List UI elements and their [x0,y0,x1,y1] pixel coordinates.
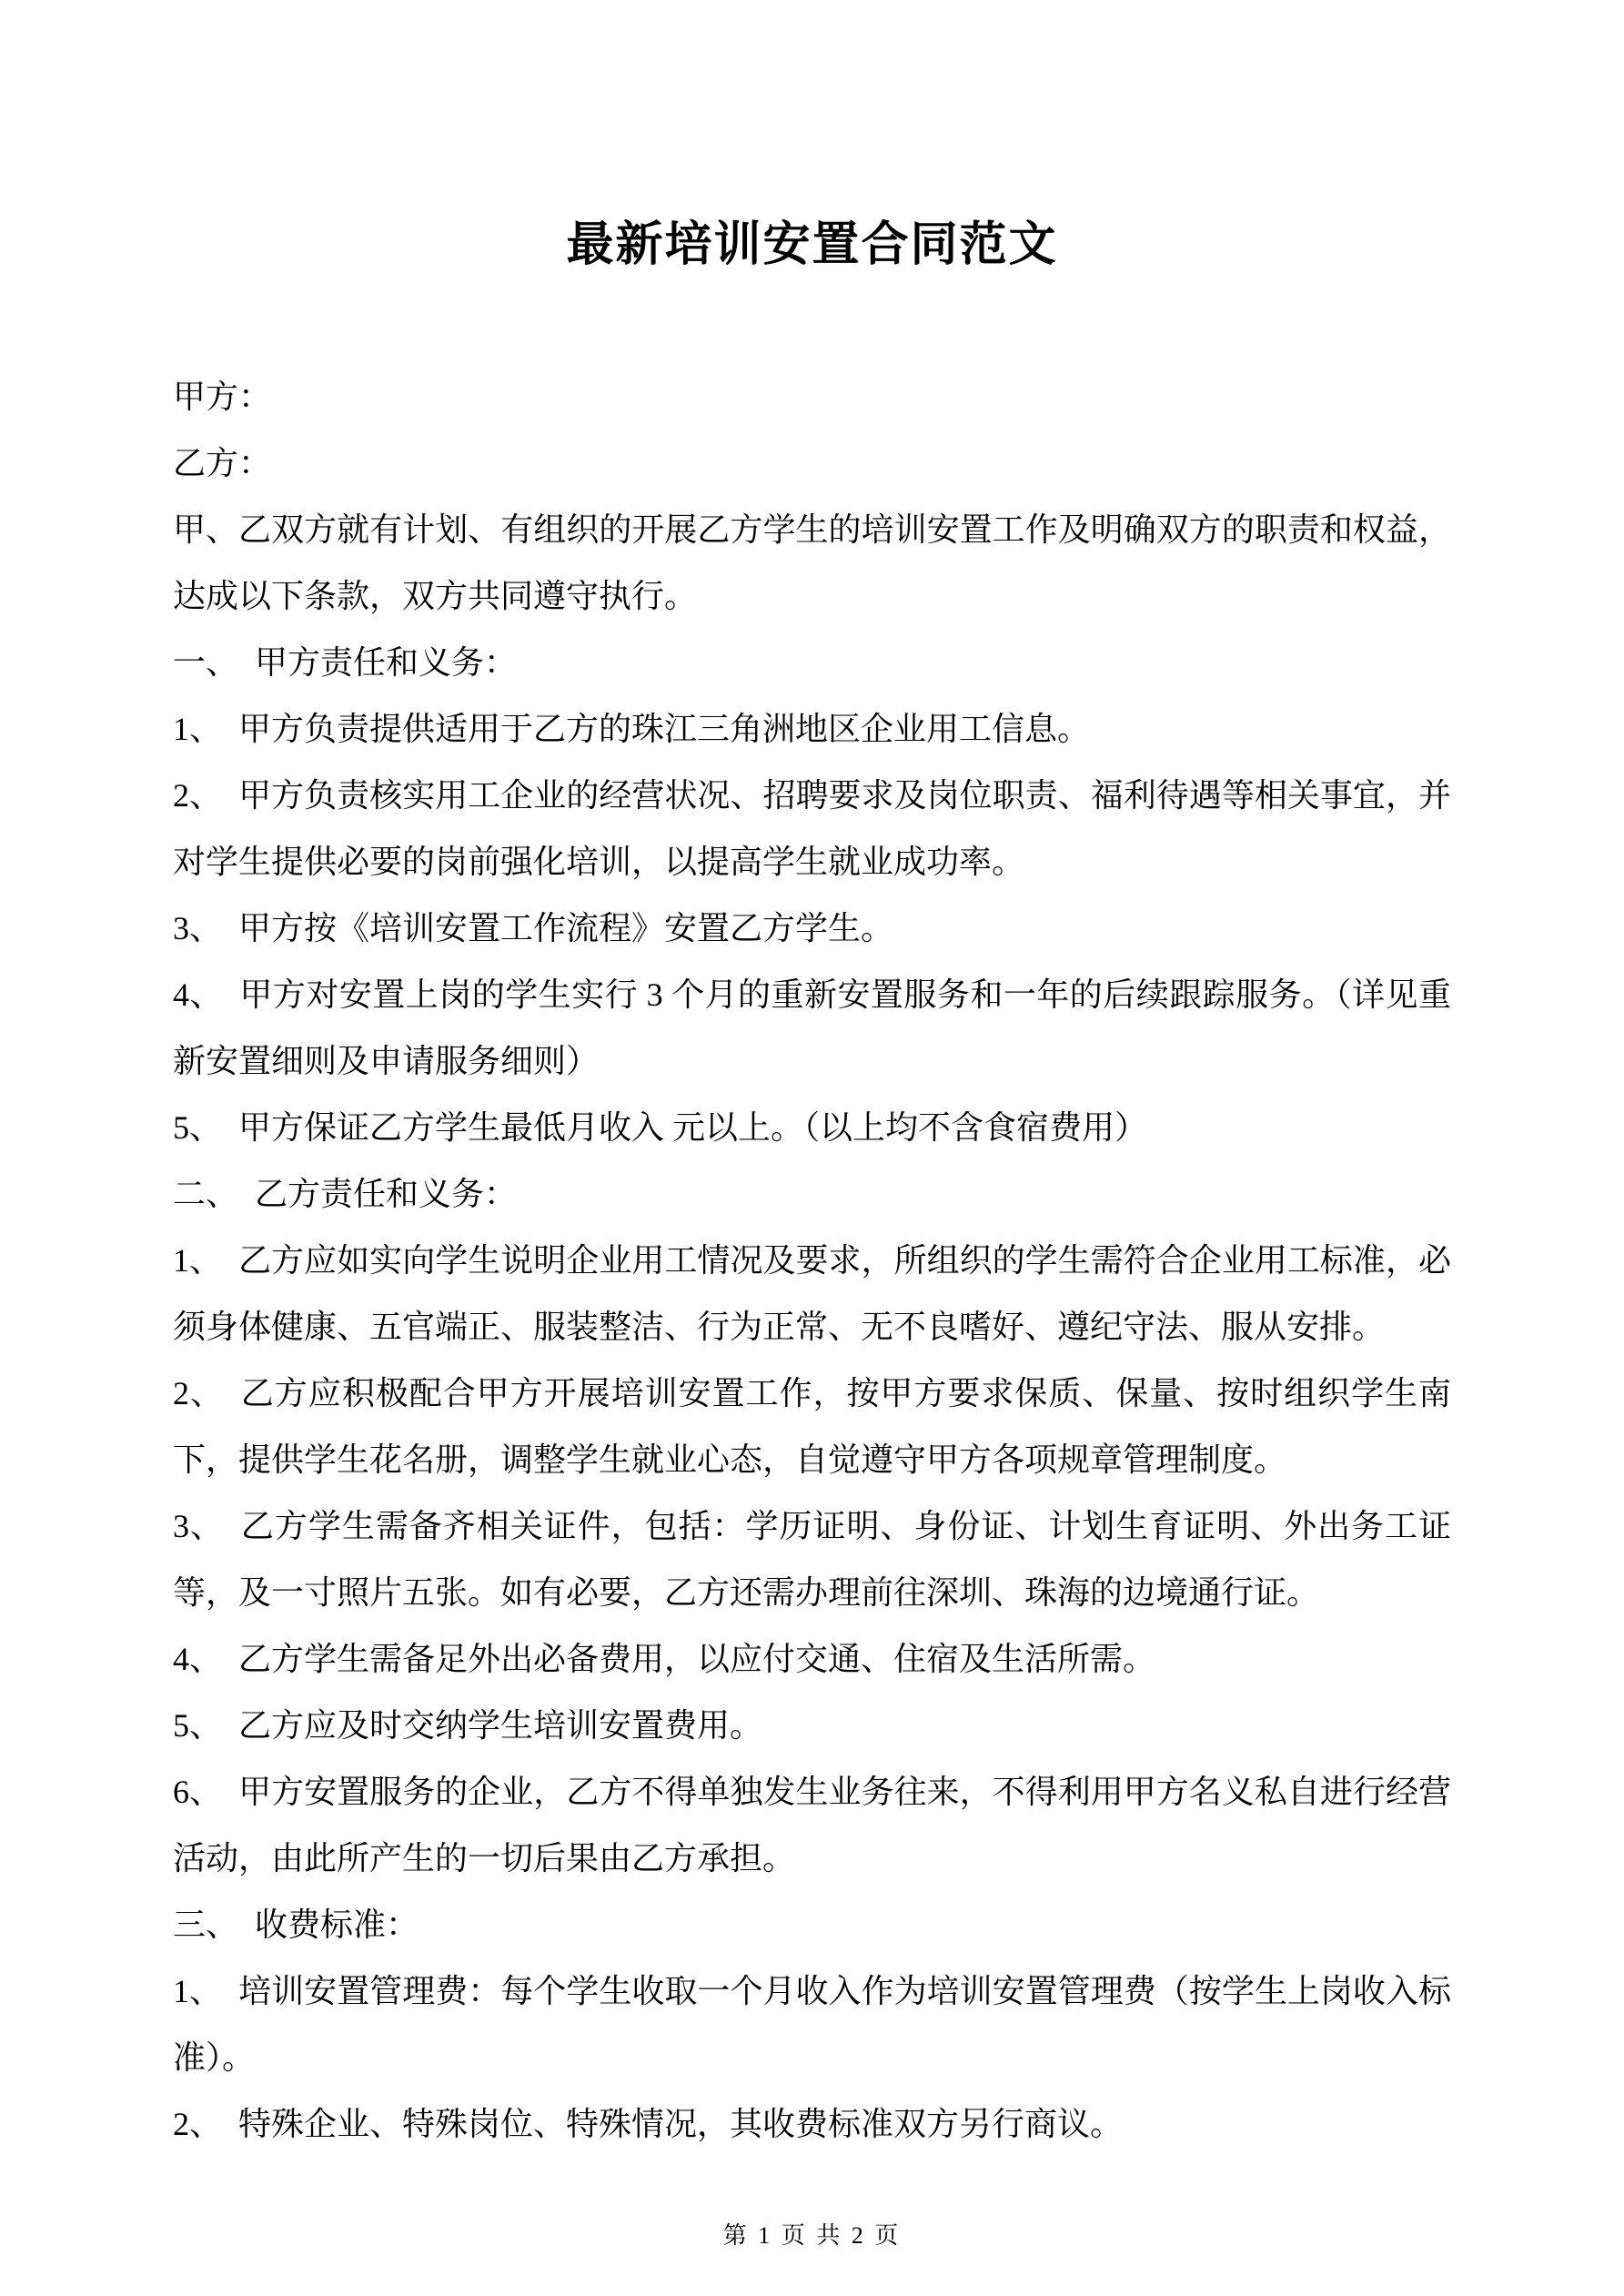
contract-paragraph: 6、 甲方安置服务的企业，乙方不得单独发生业务往来，不得利用甲方名义私自进行经营活动，由此所产生的一切后果由乙方承担。 [173,1773,1451,1876]
contract-paragraph: 2、 特殊企业、特殊岗位、特殊情况，其收费标准双方另行商议。 [173,2105,1124,2142]
contract-paragraph: 5、 乙方应及时交纳学生培训安置费用。 [173,1706,763,1744]
contract-paragraph: 3、 甲方按《培训安置工作流程》安置乙方学生。 [173,909,894,946]
document-body [173,364,1451,2158]
contract-paragraph: 1、 乙方应如实向学生说明企业用工情况及要求，所组织的学生需符合企业用工标准，必须身体健康、五官端正、服装整洁、行为正常、无不良嗜好、遵纪守法、服从安排。 [173,1241,1451,1345]
contract-paragraph-party-b: 乙方： [173,444,272,481]
page-number-footer: 第 1 页 共 2 页 [722,2222,902,2249]
contract-paragraph: 1、 甲方负责提供适用于乙方的珠江三角洲地区企业用工信息。 [173,710,1091,747]
contract-paragraph: 2、 乙方应积极配合甲方开展培训安置工作，按甲方要求保质、保量、按时组织学生南下，提供学生花名册，调整学生就业心态，自觉遵守甲方各项规章管理制度。 [173,1374,1451,1478]
contract-paragraph: 3、 乙方学生需备齐相关证件，包括：学历证明、身份证、计划生育证明、外出务工证等，及一寸照片五张。如有必要，乙方还需办理前往深圳、珠海的边境通行证。 [173,1507,1451,1611]
contract-section-heading-2: 二、 乙方责任和义务： [173,1175,518,1212]
contract-paragraph: 1、 培训安置管理费：每个学生收取一个月收入作为培训安置管理费（按学生上岗收入标准）。 [173,1972,1451,2076]
contract-paragraph: 4、 乙方学生需备足外出必备费用，以应付交通、住宿及生活所需。 [173,1640,1156,1677]
contract-section-heading-1: 一、 甲方责任和义务： [173,643,518,681]
contract-paragraph: 5、 甲方保证乙方学生最低月收入 元以上。（以上均不含食宿费用） [173,1108,1148,1146]
contract-paragraph-party-a: 甲方： [173,378,272,415]
document-title: 最新培训安置合同范文 [566,219,1058,271]
contract-paragraph-preamble: 甲、乙双方就有计划、有组织的开展乙方学生的培训安置工作及明确双方的职责和权益，达成以下条款，双方共同遵守执行。 [173,511,1451,614]
contract-section-heading-3: 三、 收费标准： [173,1906,419,1943]
contract-paragraph: 4、 甲方对安置上岗的学生实行 3 个月的重新安置服务和一年的后续跟踪服务。（详见重新安置细则及申请服务细则） [173,976,1451,1079]
contract-paragraph: 2、 甲方负责核实用工企业的经营状况、招聘要求及岗位职责、福利待遇等相关事宜，并对学生提供必要的岗前强化培训，以提高学生就业成功率。 [173,776,1451,880]
